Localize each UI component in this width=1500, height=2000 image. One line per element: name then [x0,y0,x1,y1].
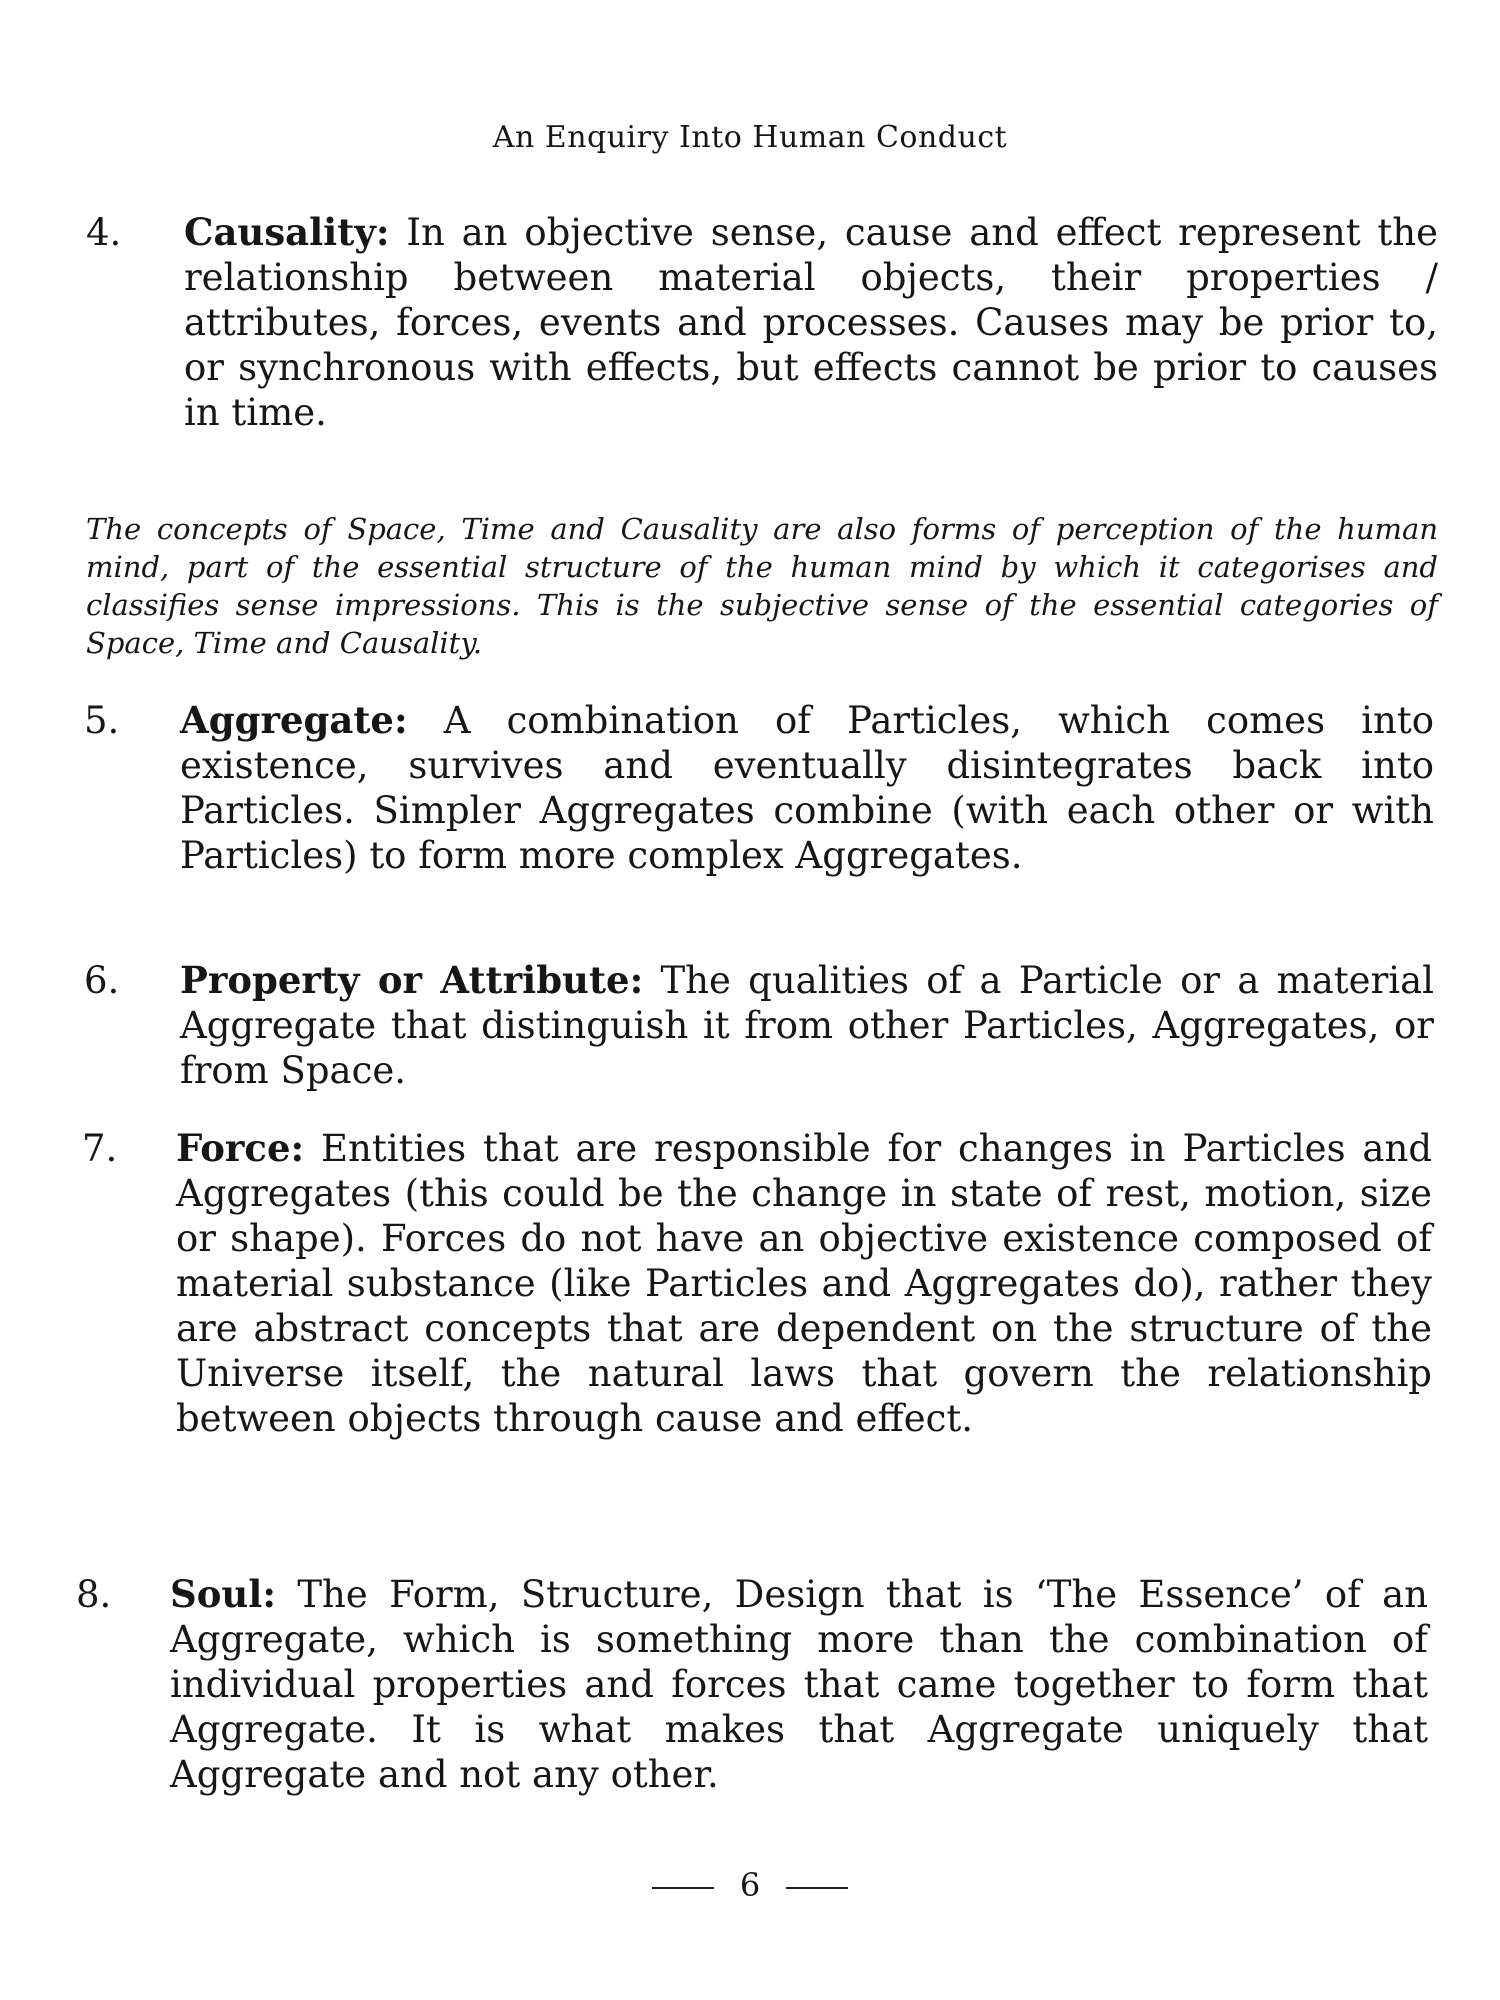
entry-body [170,1572,1428,1797]
entry-text: Entities that are responsible for changes in Particles and Aggregates (this could be the change in state of rest, motion, size or shape). Forces do not have an objective existence composed of material substance (like Particles and Aggregates do), rather they are abstract concepts that are dependent on the structure of the Universe itself, the natural laws that govern the relationship between objects through cause and effect. [176,1127,1433,1440]
entry-body [180,958,1434,1093]
footer-rule-right [786,1887,848,1889]
definition-entry [84,958,1434,1098]
entry-term: Causality: [184,210,390,254]
definition-entry [82,1126,1432,1546]
italic-note: The concepts of Space, Time and Causality are also forms of perception of the human mind, part of the essential structure of the human mind by which it categorises and classifies sense impressions. This is the subjective sense of the essential categories of Space, Time and Causality. [86,512,1438,660]
entry-number: 8. [76,1573,112,1616]
entry-number: 7. [82,1127,118,1170]
running-head: An Enquiry Into Human Conduct [492,120,1008,155]
entry-text: The qualities of a Particle or a material Aggregate that distinguish it from other Particles, Aggregates, or from Space. [180,959,1434,1092]
entry-term: Force: [176,1126,305,1170]
page-number-footer [0,1866,1500,1904]
entry-text: A combination of Particles, which comes into existence, survives and eventually disintegrates back into Particles. Simpler Aggregates combine (with each other or with Particles) to form more complex Aggregates. [180,699,1434,877]
definition-entry [76,1572,1428,1812]
definition-entry [86,210,1438,480]
entry-number: 4. [86,211,122,254]
entry-term: Soul: [170,1572,277,1616]
entry-body [176,1126,1432,1441]
entry-text: The Form, Structure, Design that is ‘The Essence’ of an Aggregate, which is something more than the combination of individual properties and forces that came together to form that Aggregate. It is what makes that Aggregate uniquely that Aggregate and not any other. [170,1573,1429,1796]
entry-term: Property or Attribute: [180,958,644,1002]
footer-rule-left [652,1887,714,1889]
definition-entry [84,698,1434,928]
entry-text: In an objective sense, cause and effect represent the relationship between material objects, their properties / attributes, forces, events and processes. Causes may be prior to, or synchronous with effects, but effects cannot be prior to causes in time. [184,211,1439,434]
entry-body [184,210,1438,435]
entry-number: 6. [84,959,120,1002]
entry-term: Aggregate: [180,698,408,742]
entry-number: 5. [84,699,120,742]
entry-body [180,698,1434,878]
page-number: 6 [739,1866,761,1904]
